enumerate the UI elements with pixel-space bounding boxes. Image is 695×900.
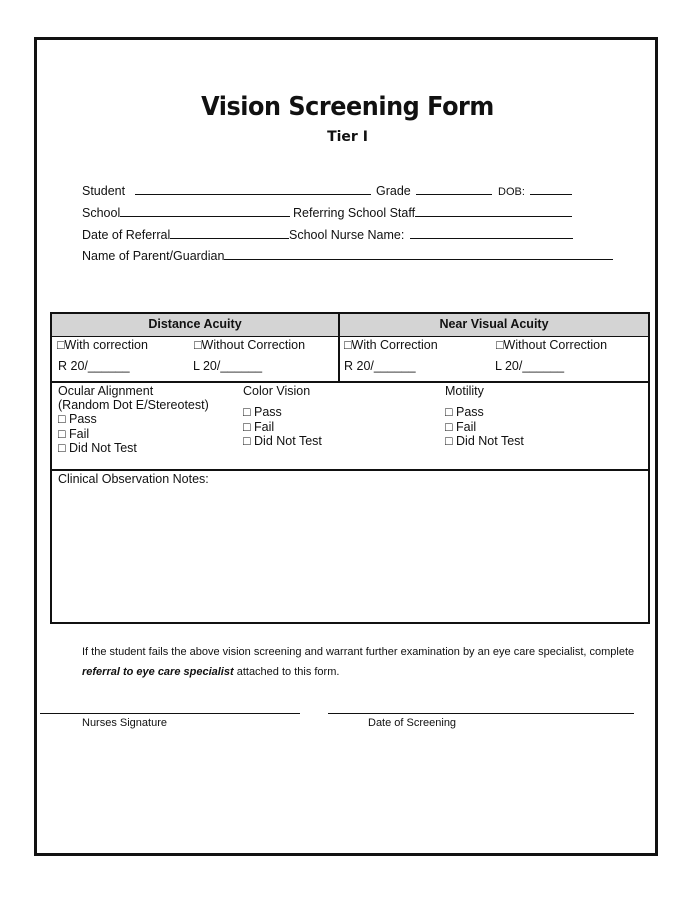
near-right-eye[interactable]: R 20/______ [344,359,416,373]
clinical-notes-area[interactable] [54,490,646,618]
form-subtitle: Tier I [327,129,368,145]
dob-field[interactable] [498,183,572,198]
school-nurse-field[interactable] [289,227,573,242]
clinical-notes-label: Clinical Observation Notes: [58,472,209,486]
parent-field[interactable] [82,248,613,263]
ocular-pass-checkbox[interactable]: □ Pass [58,412,97,426]
parent-label: Name of Parent/Guardian [82,249,225,263]
header-underline [52,336,648,337]
table-divider-vertical [338,314,340,381]
school-nurse-label: School Nurse Name: [289,228,405,242]
color-vision-label: Color Vision [243,384,311,398]
screening-table [50,312,650,624]
student-field[interactable] [82,183,371,198]
motility-did-not-test-checkbox[interactable]: □ Did Not Test [445,434,524,448]
distance-right-eye[interactable]: R 20/______ [58,359,130,373]
referral-emphasis: referral to eye care specialist [82,666,234,678]
student-line[interactable] [135,183,371,195]
color-fail-checkbox[interactable]: □ Fail [243,420,275,434]
motility-pass-checkbox[interactable]: □ Pass [445,405,484,419]
referring-staff-line[interactable] [415,205,572,217]
ocular-alignment-sublabel: (Random Dot E/Stereotest) [58,398,209,412]
ocular-did-not-test-checkbox[interactable]: □ Did Not Test [58,441,137,455]
near-left-eye[interactable]: L 20/______ [495,359,565,373]
distance-acuity-header: Distance Acuity [52,314,338,337]
school-label: School [82,206,121,220]
color-did-not-test-checkbox[interactable]: □ Did Not Test [243,434,322,448]
near-acuity-header: Near Visual Acuity [340,314,648,337]
school-nurse-line[interactable] [410,227,573,239]
motility-fail-checkbox[interactable]: □ Fail [445,420,477,434]
ocular-alignment-label: Ocular Alignment [58,384,154,398]
grade-field[interactable] [376,183,492,198]
nurse-signature-label: Nurses Signature [82,717,167,729]
date-of-referral-field[interactable] [82,227,289,242]
dob-line[interactable] [530,183,572,195]
distance-with-correction[interactable]: □With correction [57,338,148,352]
color-pass-checkbox[interactable]: □ Pass [243,405,282,419]
footer-instruction-line1: If the student fails the above vision screening and warrant further examination by an eye care specialist, complete [82,646,635,658]
date-of-referral-line[interactable] [170,227,289,239]
motility-label: Motility [445,384,484,398]
footer-instruction-rest: attached to this form. [233,666,340,678]
school-field[interactable] [82,205,290,220]
near-without-correction[interactable]: □Without Correction [496,338,608,352]
distance-without-correction[interactable]: □Without Correction [194,338,306,352]
near-with-correction[interactable]: □With Correction [344,338,438,352]
parent-line[interactable] [224,248,613,260]
row-divider-2 [52,469,648,471]
distance-left-eye[interactable]: L 20/______ [193,359,263,373]
row-divider-1 [52,381,648,383]
form-title: Vision Screening Form [201,92,494,122]
screening-date-line[interactable] [328,713,634,714]
student-label: Student [82,184,126,198]
date-of-referral-label: Date of Referral [82,228,171,242]
footer-instruction-line2 [82,666,339,678]
screening-date-label: Date of Screening [368,717,457,729]
grade-line[interactable] [416,183,492,195]
nurse-signature-line[interactable] [40,713,300,714]
ocular-fail-checkbox[interactable]: □ Fail [58,427,90,441]
school-line[interactable] [120,205,290,217]
referring-staff-label: Referring School Staff [293,206,416,220]
dob-label: DOB: [498,186,525,198]
grade-label: Grade [376,184,411,198]
referring-staff-field[interactable] [293,205,572,220]
